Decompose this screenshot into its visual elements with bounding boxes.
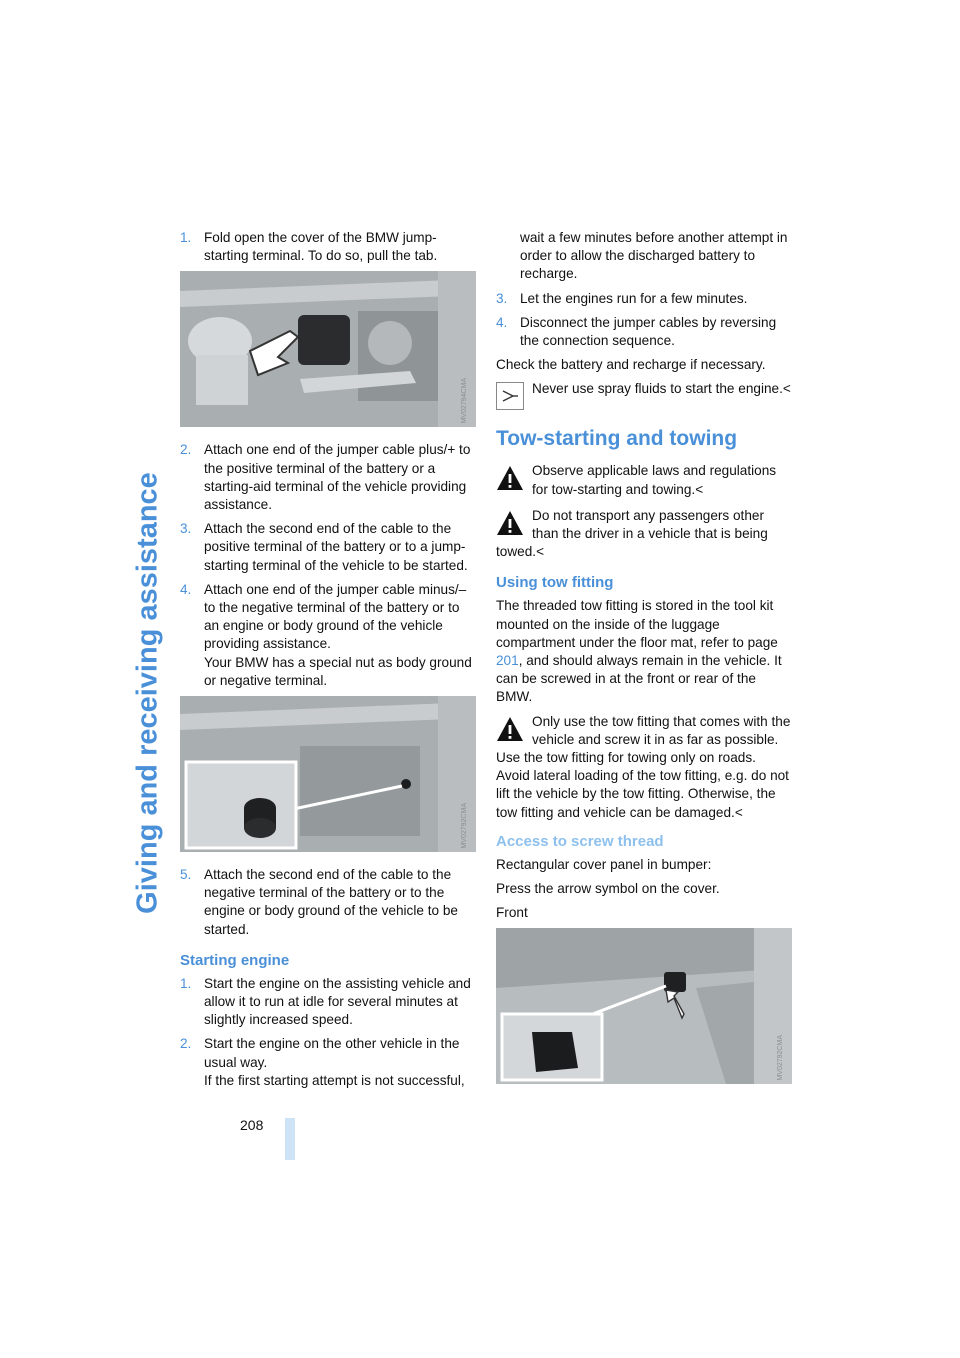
access-line-2: Press the arrow symbol on the cover.: [496, 881, 720, 897]
figure-code: MV02794CMA: [460, 377, 468, 424]
tow-fitting-text: The threaded tow fitting is stored in the tool kit mounted on the inside of the luggage compartment under the floor mat, refer to page 201, and should always remain in the vehicle. It can be screwed in at the front or rear of the BMW.: [496, 598, 782, 705]
bumper-cover-illustration: [496, 928, 792, 1084]
step-2: 2. Attach one end of the jumper cable plus/+ to the positive terminal of the battery or a starting-aid terminal of the vehicle providing assistance.: [180, 442, 471, 513]
warning-laws: Observe applicable laws and regulations for tow-starting and towing.<: [496, 462, 792, 498]
warning-passengers: Do not transport any passengers other than the driver in a vehicle that is being towed.<: [496, 507, 768, 560]
page-marker-bar: [285, 1118, 295, 1160]
start-step-4: 4. Disconnect the jumper cables by reversing the connection sequence.: [496, 314, 777, 349]
step-3: 3. Attach the second end of the cable to the positive terminal of the battery or to a jump-starting terminal of the vehicle to be started.: [180, 521, 468, 573]
step-1: 1. Fold open the cover of the BMW jump-starting terminal. To do so, pull the tab.: [180, 230, 438, 264]
using-tow-fitting-heading: Using tow fitting: [496, 574, 614, 592]
chapter-side-title: [128, 228, 168, 1158]
step-4: 4. Attach one end of the jumper cable minus/– to the negative terminal of the battery or to an engine or body ground of the vehicle providing assistance. Your BMW has a special nut as body ground or negative terminal.: [180, 581, 472, 688]
start-step-2-continued: wait a few minutes before another attempt in order to allow the discharged battery to recharge.: [520, 230, 788, 282]
figure-code: MV02792CMA: [776, 1034, 784, 1081]
engine-bay-illustration: [180, 271, 476, 427]
warning-triangle-icon: [496, 464, 524, 492]
warning-tow-fitting: Only use the tow fitting that comes with the vehicle and screw it in as far as possible. Use the tow fitting for towing only on roads. Avoid lateral loading of the tow fitting, e.g. do not lift the vehicle by the tow fitting. Otherwise, the tow fitting and vehicle can be damaged.<: [496, 713, 791, 820]
tow-heading: Tow-starting and towing: [496, 427, 738, 451]
front-label: Front: [496, 905, 528, 921]
end-mark: <: [695, 481, 704, 497]
start-step-3: 3. Let the engines run for a few minutes.: [496, 290, 748, 306]
chapter-title-text: Giving and receiving assistance: [131, 472, 164, 914]
check-battery-text: Check the battery and recharge if necessary.: [496, 357, 766, 373]
start-step-1: 1. Start the engine on the assisting vehicle and allow it to run at idle for several minutes at slightly increased speed.: [180, 975, 471, 1028]
right-column: [496, 229, 792, 1098]
end-mark: <: [536, 544, 545, 560]
end-mark: <: [782, 381, 791, 397]
end-mark: <: [734, 804, 743, 820]
warning-triangle-icon: [496, 509, 524, 537]
page-link-201[interactable]: 201: [496, 653, 519, 669]
page-number: 208: [240, 1117, 264, 1133]
warning-triangle-icon: [496, 715, 524, 743]
left-column: [180, 229, 476, 1096]
access-screw-thread-heading: Access to screw thread: [496, 832, 664, 850]
note-arrow-icon: [496, 382, 524, 410]
jump-terminal-photo: [180, 271, 476, 427]
front-bumper-photo: [496, 928, 792, 1084]
starting-engine-heading: Starting engine: [180, 951, 290, 969]
ground-nut-photo: [180, 696, 476, 852]
access-line-1: Rectangular cover panel in bumper:: [496, 856, 712, 872]
step-5: 5. Attach the second end of the cable to the negative terminal of the battery or to the engine or body ground of the vehicle to be started.: [180, 867, 458, 937]
start-step-2: 2. Start the engine on the other vehicle in the usual way. If the first starting attempt is not successful,: [180, 1036, 465, 1088]
ground-nut-illustration: [180, 696, 476, 852]
figure-code: MV02792CMA: [460, 802, 468, 849]
note-spray: Never use spray fluids to start the engine.<: [496, 380, 792, 412]
